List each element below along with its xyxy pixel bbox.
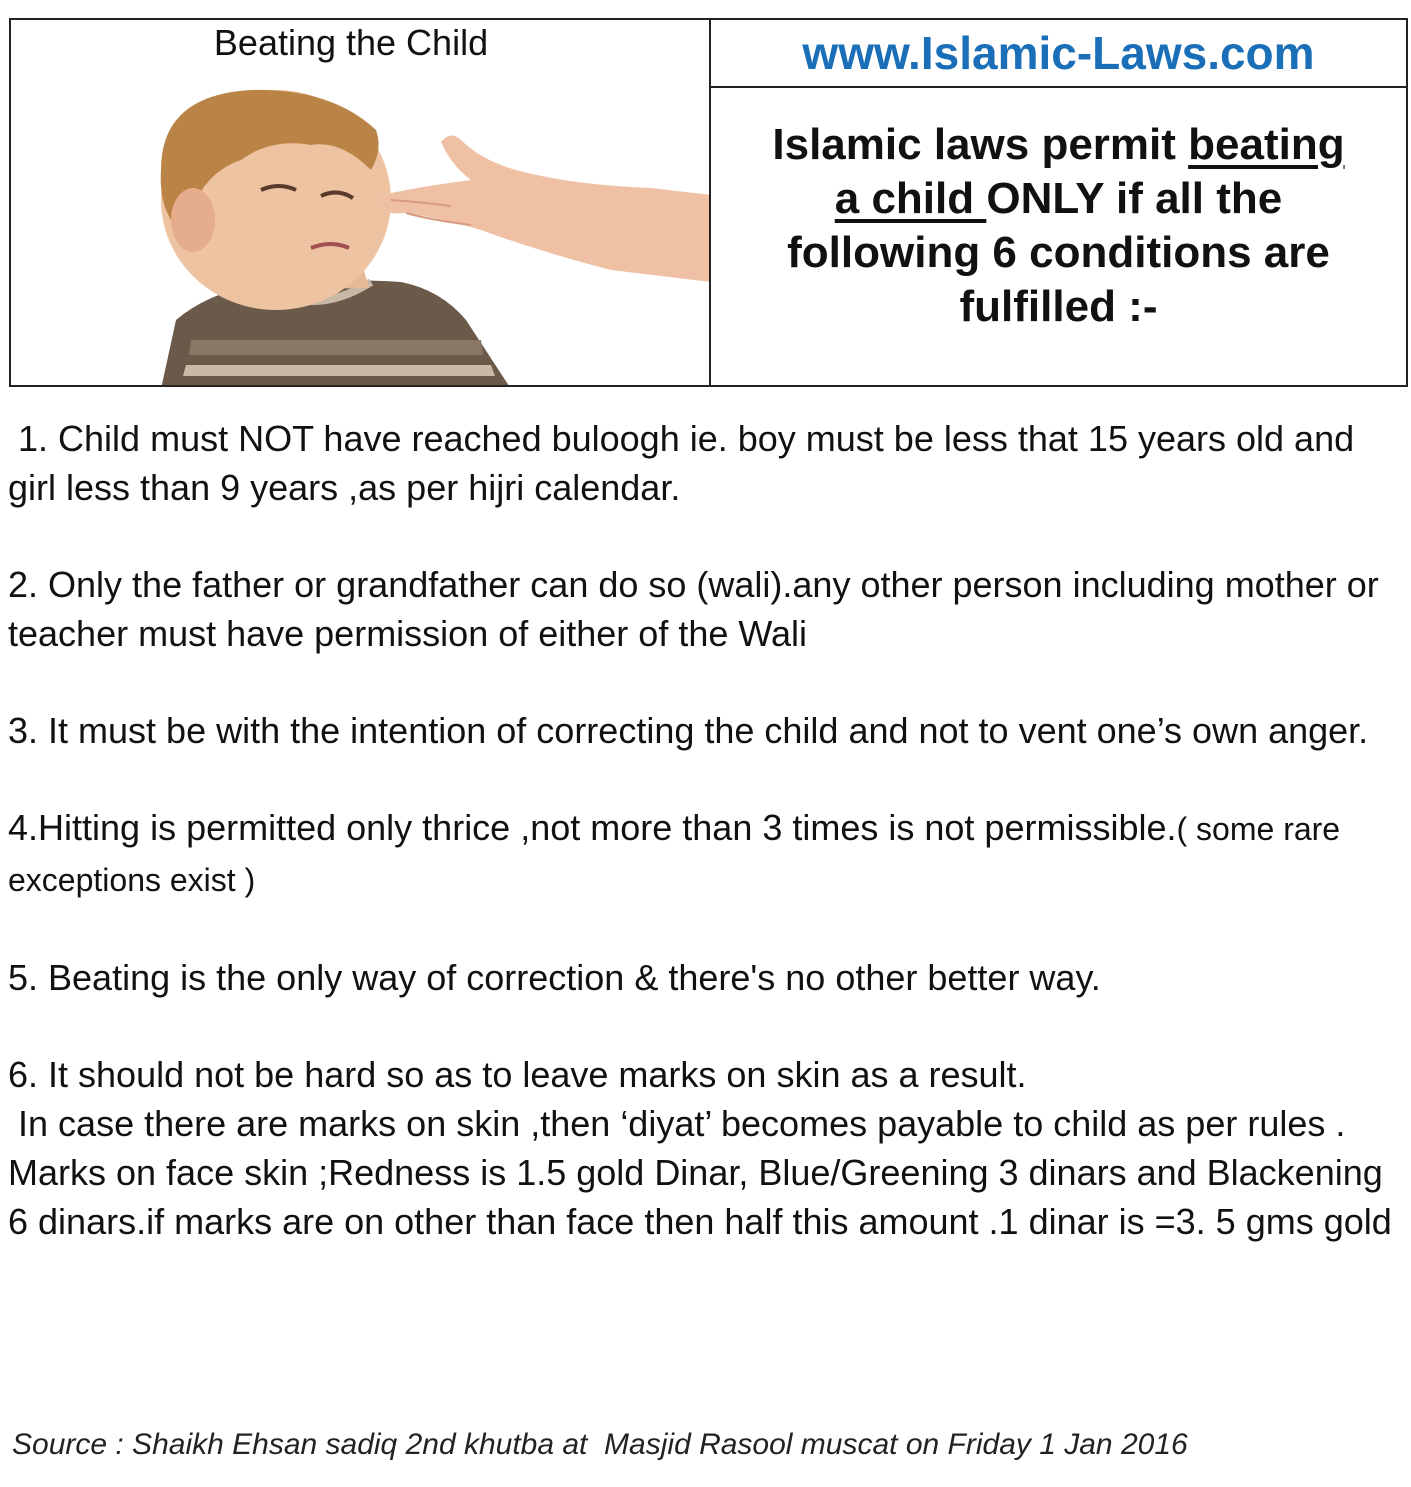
condition-6 [8,1050,1403,1246]
condition-3: 3. It must be with the intention of correcting the child and not to vent one’s own anger. [8,710,1369,751]
source-citation: Source : Shaikh Ehsan sadiq 2nd khutba at Masjid Rasool muscat on Friday 1 Jan 2016 [12,1428,1188,1461]
headline-part: Islamic laws permit [772,120,1189,169]
image-caption: Beating the Child [213,22,489,63]
headline [711,88,1406,385]
condition-4 [8,803,1403,905]
headline-underlined-word: beating [1188,120,1345,169]
condition-1: 1. Child must NOT have reached buloogh ie. boy must be less that 15 years old and girl less than 9 years ,as per hijri calendar. [8,418,1365,508]
condition-6-line: In case there are marks on skin ,then ‘diyat’ becomes payable to child as per rules . [8,1103,1346,1144]
condition-6-line: Marks on face skin ;Redness is 1.5 gold Dinar, Blue/Greening 3 dinars and Blackening 6 dinars.if marks are on other than face then half this amount .1 dinar is =3. 5 gms gold [8,1152,1392,1242]
condition-4-text: 4.Hitting is permitted only thrice ,not more than 3 times is not permissible. [8,807,1177,848]
headline-part: following 6 conditions are [787,228,1330,277]
condition-5: 5. Beating is the only way of correction & there's no other better way. [8,957,1101,998]
condition-4-note: ( some rare exceptions exist ) [8,811,1341,898]
headline-underlined-phrase: a child [834,174,987,223]
condition-2: 2. Only the father or grandfather can do so (wali).any other person including mother or teacher must have permission of either of the Wali [8,564,1379,654]
headline-part: fulfilled :- [959,282,1158,331]
headline-part: ONLY if all the [986,174,1283,223]
title-cell [711,20,1406,385]
condition-6-line: 6. It should not be hard so as to leave marks on skin as a result. [8,1054,1027,1095]
website-url: www.Islamic-Laws.com [711,20,1406,88]
header-table [9,18,1408,387]
image-cell [11,20,711,385]
conditions-list [8,414,1403,1246]
child-slap-illustration [11,20,711,385]
